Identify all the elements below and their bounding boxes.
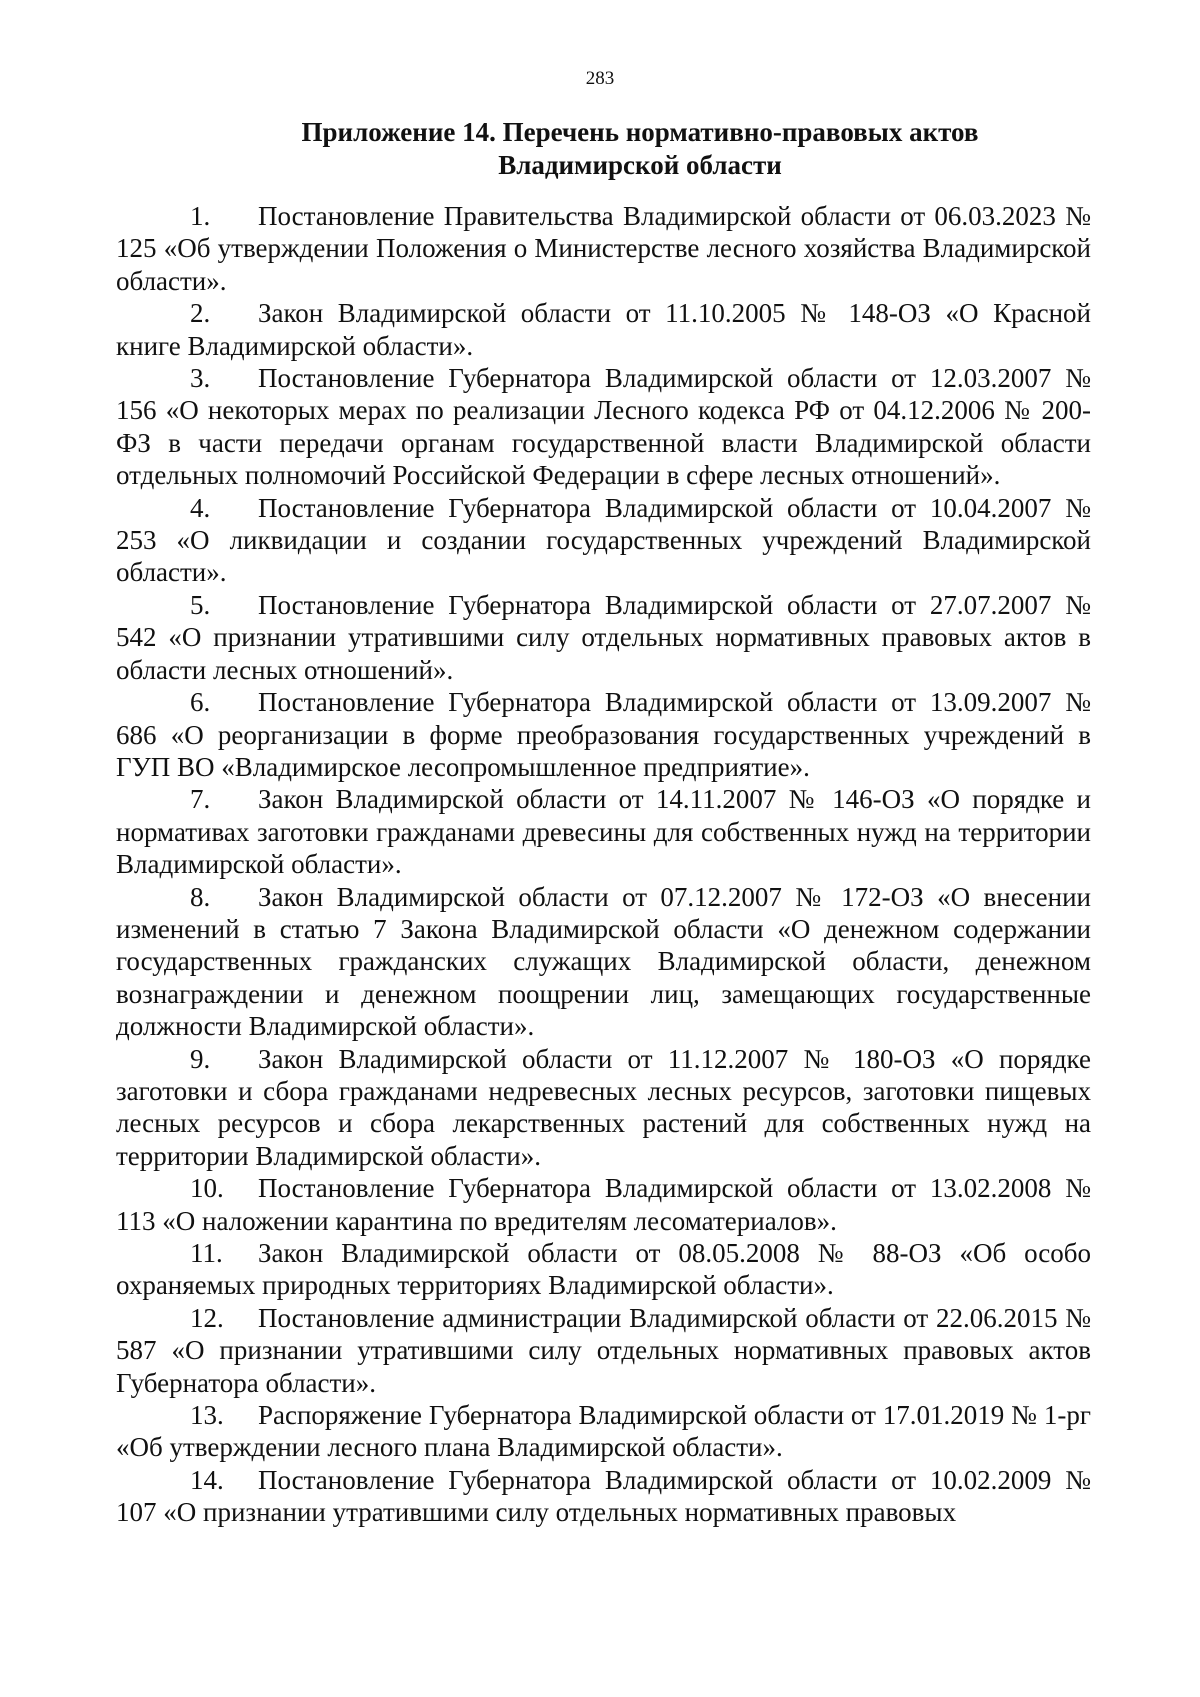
- title-line-2: Владимирской области: [498, 150, 782, 180]
- item-text: Постановление Правительства Владимирской области от 06.03.2023 № 125 «Об утверждении Положения о Министерстве лесного хозяйства Владимирской области».: [116, 201, 1091, 296]
- list-item: [116, 492, 1091, 589]
- item-text: Закон Владимирской области от 14.11.2007 № 146-ОЗ «О порядке и нормативах заготовки гражданами древесины для собственных нужд на территории Владимирской области».: [116, 784, 1091, 880]
- item-text: Распоряжение Губернатора Владимирской области от 17.01.2019 № 1-рг «Об утверждении лесного плана Владимирской области».: [116, 1400, 1091, 1463]
- title-line-1: Приложение 14. Перечень нормативно-правовых актов: [301, 117, 979, 147]
- list-item: [116, 1043, 1091, 1173]
- list-item: [116, 297, 1091, 362]
- item-text: Постановление Губернатора Владимирской области от 12.03.2007 № 156 «О некоторых мерах по реализации Лесного кодекса РФ от 04.12.2006 № 200-ФЗ в части передачи органам государственной власти Владимирской области отдельных полномочий Российской Федерации в сфере лесных отношений».: [116, 363, 1091, 491]
- list-item: [116, 200, 1091, 297]
- item-number: 1.: [190, 201, 211, 231]
- item-number: 5.: [190, 589, 211, 620]
- list-item: [116, 1399, 1091, 1464]
- list-item: [116, 1172, 1091, 1237]
- list-item: [116, 881, 1091, 1043]
- item-number: 7.: [190, 784, 211, 815]
- item-number: 12.: [190, 1302, 224, 1333]
- item-text: Постановление администрации Владимирской области от 22.06.2015 № 587 «О признании утратившими силу отдельных нормативных правовых актов Губернатора области».: [116, 1302, 1091, 1398]
- item-text: Закон Владимирской области от 11.12.2007 № 180-ОЗ «О порядке заготовки и сбора гражданами недревесных лесных ресурсов, заготовки пищевых лесных ресурсов и сбора лекарственных растений для собственных нужд на территории Владимирской области».: [116, 1043, 1091, 1171]
- item-text: Постановление Губернатора Владимирской области от 13.02.2008 № 113 «О наложении карантина по вредителям лесоматериалов».: [116, 1173, 1091, 1236]
- item-number: 9.: [190, 1043, 211, 1074]
- item-number: 11.: [190, 1238, 223, 1268]
- list-item: [116, 1464, 1091, 1529]
- list-item: [116, 1237, 1091, 1302]
- item-number: 3.: [190, 363, 211, 394]
- item-text: Закон Владимирской области от 08.05.2008 № 88-ОЗ «Об особо охраняемых природных территориях Владимирской области».: [116, 1238, 1091, 1301]
- item-number: 13.: [190, 1400, 224, 1431]
- page-title: [240, 116, 1040, 182]
- item-number: 6.: [190, 687, 211, 718]
- item-number: 14.: [190, 1464, 224, 1495]
- item-text: Постановление Губернатора Владимирской области от 10.02.2009 № 107 «О признании утратившими силу отдельных нормативных правовых: [116, 1464, 1091, 1528]
- item-number: 10.: [190, 1173, 224, 1204]
- legal-acts-list: [116, 200, 1091, 1529]
- item-text: Постановление Губернатора Владимирской области от 10.04.2007 № 253 «О ликвидации и создании государственных учреждений Владимирской области».: [116, 492, 1091, 588]
- item-number: 8.: [190, 881, 211, 912]
- list-item: [116, 1302, 1091, 1399]
- list-item: [116, 783, 1091, 880]
- page-number: 283: [585, 68, 615, 89]
- item-number: 2.: [190, 298, 211, 329]
- item-text: Закон Владимирской области от 11.10.2005 № 148-ОЗ «О Красной книге Владимирской области».: [116, 298, 1091, 361]
- item-text: Постановление Губернатора Владимирской области от 13.09.2007 № 686 «О реорганизации в форме преобразования государственных учреждений в ГУП ВО «Владимирское лесопромышленное предприятие».: [116, 687, 1091, 782]
- list-item: [116, 362, 1091, 492]
- item-text: Закон Владимирской области от 07.12.2007 № 172-ОЗ «О внесении изменений в статью 7 Закона Владимирской области «О денежном содержании государственных гражданских служащих Владимирской области, денежном вознаграждении и денежном поощрении лиц, замещающих государственные должности Владимирской области».: [116, 881, 1091, 1042]
- list-item: [116, 686, 1091, 783]
- item-text: Постановление Губернатора Владимирской области от 27.07.2007 № 542 «О признании утратившими силу отдельных нормативных правовых актов в области лесных отношений».: [116, 589, 1091, 685]
- list-item: [116, 589, 1091, 686]
- item-number: 4.: [190, 492, 211, 523]
